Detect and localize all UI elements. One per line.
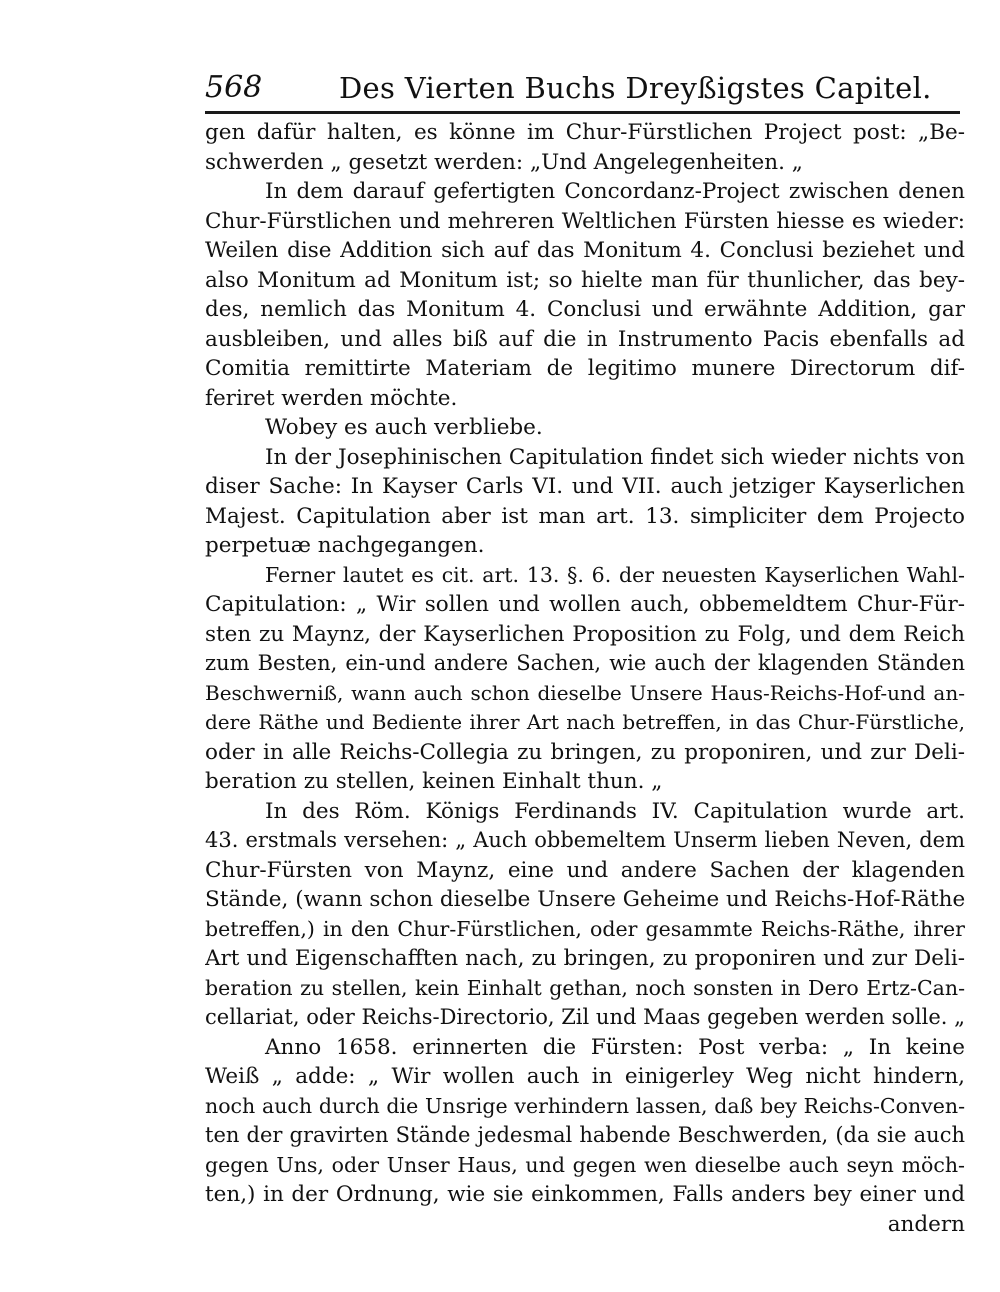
text-line: 43. erstmals versehen: „ Auch obbemeltem Unserm lieben Neven, dem [205, 828, 965, 852]
text-line: Stände, (wann schon dieselbe Unsere Geheime und Reichs-Hof-Räthe [205, 887, 965, 912]
page-header [205, 68, 965, 108]
text-line: Weilen dise Addition sich auf das Monitum 4. Conclusi beziehet und [205, 238, 965, 263]
catchword: andern [887, 1211, 965, 1237]
text-line: In der Josephinischen Capitulation findet sich wieder nichts von [265, 444, 965, 470]
text-line: Wobey es auch verbliebe. [265, 415, 543, 440]
text-line: betreffen,) in den Chur-Fürstlichen, oder gesammte Reichs-Räthe, ihrer [205, 916, 965, 941]
text-line: schwerden „ gesetzt werden: „Und Angelegenheiten. „ [205, 149, 803, 175]
text-line: ten,) in der Ordnung, wie sie einkommen, Falls anders bey einer und [205, 1182, 965, 1207]
text-line: diser Sache: In Kayser Carls VI. und VII. auch jetziger Kayserlichen [205, 474, 965, 499]
text-line: also Monitum ad Monitum ist; so hielte man für thunlicher, das bey- [205, 267, 965, 293]
text-line: dere Räthe und Bediente ihrer Art nach betreffen, in das Chur-Fürstliche, [205, 710, 965, 734]
text-line: gen dafür halten, es könne im Chur-Fürstlichen Project post: „Be- [205, 120, 965, 145]
text-line: Majest. Capitulation aber ist man art. 13. simpliciter dem Projecto [205, 503, 965, 529]
text-line: Chur-Fürstlichen und mehreren Weltlichen Fürsten hiesse es wieder: [205, 208, 965, 234]
text-line: beration zu stellen, keinen Einhalt thun. „ [205, 769, 663, 794]
text-line: des, nemlich das Monitum 4. Conclusi und erwähnte Addition, gar [205, 297, 965, 322]
text-line: Comitia remittirte Materiam de legitimo munere Directorum dif- [205, 356, 965, 381]
text-line: In des Röm. Königs Ferdinands IV. Capitulation wurde art. [265, 798, 965, 824]
text-line: perpetuæ nachgegangen. [205, 533, 485, 558]
text-line: beration zu stellen, kein Einhalt gethan, noch sonsten in Dero Ertz-Can- [205, 975, 965, 1000]
text-line: ausbleiben, und alles biß auf die in Instrumento Pacis ebenfalls ad [205, 326, 965, 352]
body-text [205, 118, 965, 1239]
text-line: Beschwerniß, wann auch schon dieselbe Unsere Haus-Reichs-Hof-und an- [205, 680, 965, 705]
text-line: feriret werden möchte. [205, 385, 458, 411]
text-line: Weiß „ adde: „ Wir wollen auch in einigerley Weg nicht hindern, [205, 1064, 965, 1089]
text-line: sten zu Maynz, der Kayserlichen Proposition zu Folg, und dem Reich [205, 621, 965, 647]
text-line: zum Besten, ein-und andere Sachen, wie auch der klagenden Ständen [205, 651, 965, 675]
text-line: Capitulation: „ Wir sollen und wollen auch, obbemeldtem Chur-Für- [205, 592, 965, 617]
text-line: noch auch durch die Unsrige verhindern lassen, daß bey Reichs-Conven- [205, 1093, 965, 1118]
text-line: gegen Uns, oder Unser Haus, und gegen wen dieselbe auch seyn möch- [205, 1152, 965, 1177]
header-rule [205, 111, 960, 114]
text-line: Chur-Fürsten von Maynz, eine und andere Sachen der klagenden [205, 857, 965, 883]
text-line: ten der gravirten Stände jedesmal habende Beschwerden, (da sie auch [205, 1123, 965, 1147]
text-line: In dem darauf gefertigten Concordanz-Project zwischen denen [265, 179, 965, 204]
text-line: oder in alle Reichs-Collegia zu bringen, zu proponiren, und zur Deli- [205, 739, 965, 765]
text-line: Anno 1658. erinnerten die Fürsten: Post verba: „ In keine [265, 1034, 965, 1060]
text-line: Art und Eigenschafften nach, zu bringen, zu proponiren und zur Deli- [205, 946, 965, 971]
text-line: cellariat, oder Reichs-Directorio, Zil und Maas gegeben werden solle. „ [205, 1005, 965, 1029]
page-number: 568 [205, 70, 263, 105]
running-head: Des Vierten Buchs Dreyßigstes Capitel. [339, 71, 932, 105]
text-line: Ferner lautet es cit. art. 13. §. 6. der neuesten Kayserlichen Wahl- [265, 562, 965, 587]
